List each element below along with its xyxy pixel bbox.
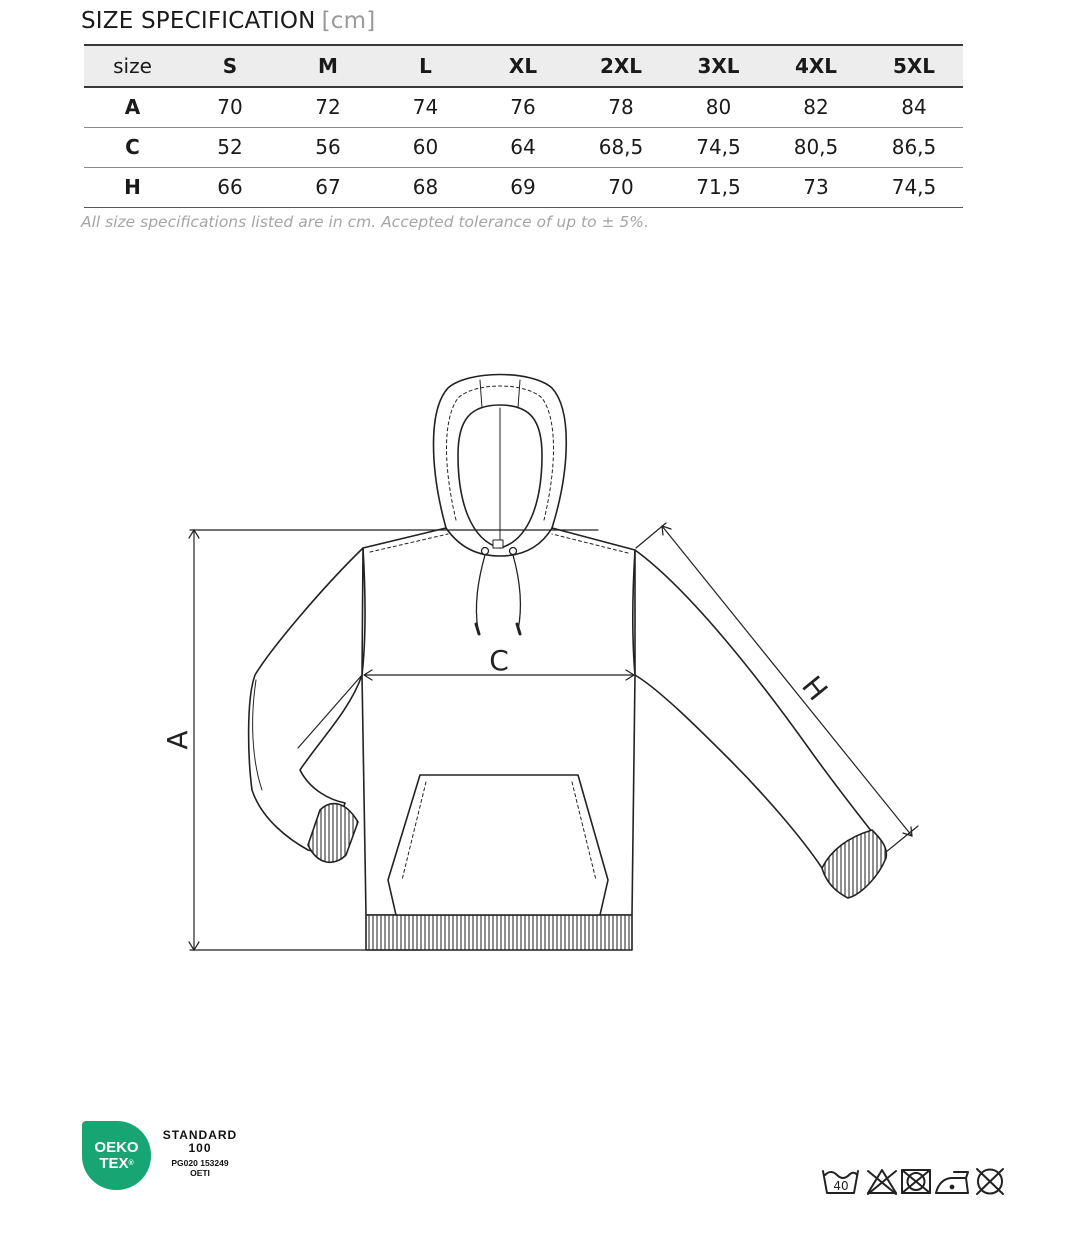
kangaroo-pocket — [388, 775, 608, 915]
oeko-badge-line2 — [82, 1156, 151, 1171]
iron-low-icon — [936, 1172, 968, 1193]
table-cell: 71,5 — [696, 175, 741, 199]
label-a: A — [161, 730, 194, 750]
table-cell: 76 — [510, 95, 536, 120]
header-cell: 3XL — [697, 54, 740, 78]
header-cell: S — [222, 54, 238, 78]
label-h: H — [795, 669, 835, 707]
header-cell: 4XL — [794, 54, 838, 78]
hood — [434, 375, 567, 549]
wash-temperature: 40 — [833, 1179, 849, 1193]
table-cell: 72 — [315, 95, 341, 120]
row-label: C — [125, 135, 140, 159]
oeko-standard-number: 100 — [188, 1141, 212, 1155]
table-cell: 82 — [803, 95, 829, 120]
header-cell: 5XL — [892, 54, 936, 78]
table-cell: 80 — [705, 95, 732, 120]
oeko-standard: STANDARD — [162, 1128, 238, 1142]
table-cell: 74 — [412, 95, 439, 120]
oeko-badge-mark: ® — [128, 1160, 134, 1167]
care-symbols — [820, 1166, 1020, 1198]
row-label: A — [124, 95, 141, 120]
table-cell: 64 — [510, 135, 536, 159]
right-sleeve — [635, 550, 882, 880]
no-bleach-icon — [868, 1170, 896, 1194]
wash-40-icon — [823, 1171, 858, 1193]
table-cell: 56 — [315, 135, 341, 159]
header-cell: size — [113, 54, 152, 78]
oeko-certificate-code: PG020 153249 — [171, 1158, 229, 1168]
oeko-tex-details — [156, 1129, 244, 1178]
table-cell: 60 — [412, 135, 439, 159]
header-cell: L — [419, 54, 432, 78]
table-cell: 74,5 — [696, 135, 741, 159]
table-cell: 84 — [901, 95, 927, 120]
title-text: SIZE SPECIFICATION — [81, 8, 316, 34]
header-cell: XL — [508, 54, 538, 78]
oeko-institute: OETI — [190, 1168, 210, 1178]
table-cell: 73 — [803, 175, 829, 199]
tolerance-note: All size specifications listed are in cm. Accepted tolerance of up to ± 5%. — [81, 213, 649, 231]
table-cell: 69 — [510, 175, 536, 199]
label-c: C — [489, 644, 509, 677]
oeko-tex-logo — [82, 1121, 151, 1190]
table-cell: 86,5 — [891, 135, 937, 159]
table-cell: 70 — [217, 95, 243, 120]
table-cell: 80,5 — [793, 135, 839, 159]
title-unit: [cm] — [321, 8, 376, 34]
table-cell: 66 — [217, 175, 243, 199]
table-cell: 67 — [315, 175, 341, 199]
table-cell: 68,5 — [598, 135, 644, 159]
table-cell: 52 — [217, 135, 243, 159]
table-cell: 70 — [608, 175, 634, 199]
oeko-badge-line1: OEKO — [94, 1139, 139, 1156]
table-cell: 68 — [412, 175, 439, 199]
header-cell: 2XL — [599, 54, 643, 78]
table-cell: 74,5 — [891, 175, 937, 199]
no-tumble-dry-icon — [902, 1170, 930, 1193]
oeko-badge-line2-text: TEX — [99, 1155, 129, 1172]
header-cell: M — [318, 54, 338, 78]
no-dry-clean-icon — [977, 1169, 1003, 1194]
table-cell: 78 — [608, 95, 634, 120]
row-label: H — [124, 175, 141, 199]
